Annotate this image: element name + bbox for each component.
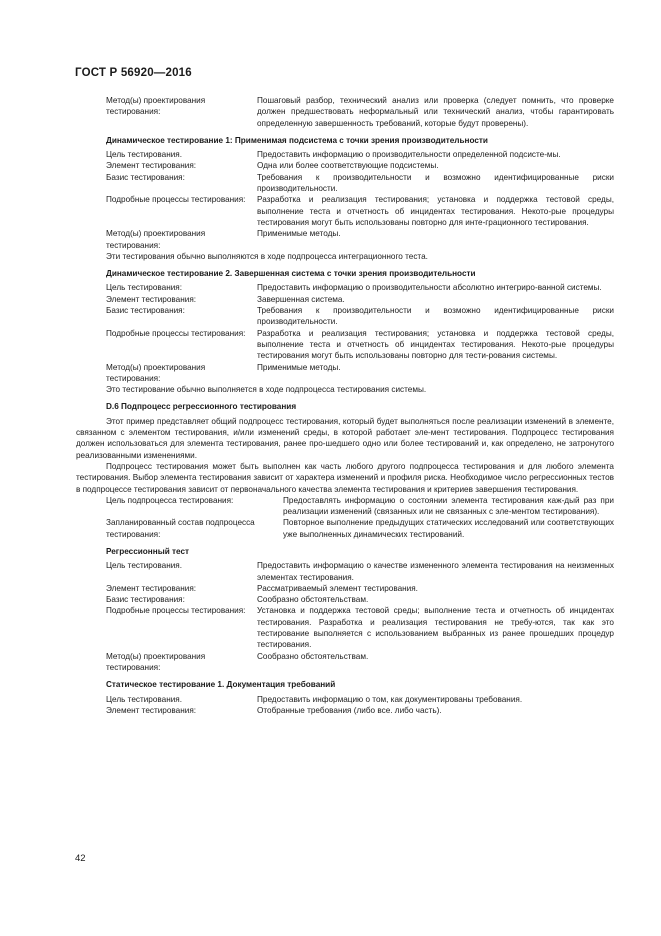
clause-heading: D.6 Подпроцесс регрессионного тестирования xyxy=(106,402,297,412)
section-heading: Регрессионный тест xyxy=(106,546,190,556)
field-row xyxy=(106,328,614,362)
field-row xyxy=(106,294,614,305)
field-row xyxy=(106,228,614,251)
field-value: Пошаговый разбор, технический анализ или проверка (следует помнить, что проверке должен предшествовать неформальный или технический анализ, чтобы гарантировать определенную завершенность требований, которые будут проверены). xyxy=(257,96,614,128)
field-value: Применимые методы. xyxy=(257,229,341,239)
field-value: Повторное выполнение предыдущих статических исследований или соответствующих уже выполненных динамических тестирований. xyxy=(283,518,614,539)
field-value: Предоставить информацию о качестве измененного элемента тестирования на неизменных элементах тестирования. xyxy=(257,561,614,582)
field-label: Цель тестирования: xyxy=(106,283,183,293)
field-row xyxy=(106,517,614,540)
field-value: Требования к производительности и возможно идентифицированные риски производительности. xyxy=(257,172,614,194)
standard-header: ГОСТ Р 56920—2016 xyxy=(75,67,192,79)
field-row xyxy=(106,583,614,594)
field-value: Предоставить информацию о производительности абсолютно интегриро-ванной системы. xyxy=(257,283,602,293)
section-heading: Динамическое тестирование 1: Применимая подсистема с точки зрения производительности xyxy=(106,135,488,145)
field-label: Элемент тестирования: xyxy=(106,294,197,304)
field-label: Метод(ы) проектирования тестирования: xyxy=(106,96,206,117)
field-value: Предоставлять информацию о состоянии элемента тестирования каж-дый раз при реализации изменений (связанных или не связанных с эле-ментом тестирования). xyxy=(283,495,614,517)
field-value: Предоставить информацию о том, как документированы требования. xyxy=(257,694,523,704)
body-paragraph: Подпроцесс тестирования может быть выполнен как часть любого другого подпроцесса тестирования и для любого элемента тестирования. Выбор элемента тестирования зависит от характера изменений и профиля риска. Необходимое число регрессионных тестов в подпроцессе тестирования зависит от первоначального качества элемента тестирования и критериев завершения тестирования. xyxy=(76,461,614,494)
field-value: Применимые методы. xyxy=(257,362,341,372)
field-label: Элемент тестирования: xyxy=(106,583,197,593)
field-label: Цель тестирования. xyxy=(106,694,183,704)
body-paragraph: Этот пример представляет общий подпроцесс тестирования, который будет выполняться после реализации изменений в элементе, связанном с элементом тестирования, и/или изменений среды, в которой работает эле-мент тестирования. Подпроцесс тестирования должен использоваться для элемента тестирования, ранее про-шедшего одно или более тестирований и, как определено, не затронутого реализованными изменениями. xyxy=(76,416,614,460)
field-label: Цель тестирования. xyxy=(106,150,183,160)
field-label: Цель тестирования. xyxy=(106,561,183,571)
field-label: Базис тестирования: xyxy=(106,172,185,182)
field-label: Элемент тестирования: xyxy=(106,161,197,171)
field-row xyxy=(106,594,614,605)
field-row xyxy=(106,160,614,171)
field-row xyxy=(106,149,614,160)
section-heading: Статическое тестирование 1. Документация требований xyxy=(106,680,336,690)
field-row xyxy=(106,282,614,293)
field-row xyxy=(106,705,614,716)
field-label: Элемент тестирования: xyxy=(106,705,197,715)
field-label: Подробные процессы тестирования: xyxy=(106,328,246,338)
field-label: Цель подпроцесса тестирования: xyxy=(106,495,234,505)
field-value: Одна или более соответствующие подсистемы. xyxy=(257,161,439,171)
field-row xyxy=(106,495,614,518)
field-label: Базис тестирования: xyxy=(106,306,185,316)
section-heading: Динамическое тестирование 2. Завершенная система с точки зрения производительности xyxy=(106,269,476,279)
section-note: Это тестирование обычно выполняется в ходе подпроцесса тестирования системы. xyxy=(106,385,427,395)
field-label: Подробные процессы тестирования: xyxy=(106,606,246,616)
section-note: Эти тестирования обычно выполняются в ходе подпроцесса интеграционного теста. xyxy=(106,251,428,261)
field-label: Запланированный состав подпроцесса тестирования: xyxy=(106,518,255,539)
field-row xyxy=(106,560,614,583)
field-value: Завершенная система. xyxy=(257,294,345,304)
page-number: 42 xyxy=(75,853,86,864)
field-row xyxy=(106,194,614,228)
field-row xyxy=(106,651,614,674)
field-label: Метод(ы) проектирования тестирования: xyxy=(106,229,206,250)
page-content xyxy=(76,95,614,716)
field-value: Предоставить информацию о производительности определенной подсисте-мы. xyxy=(257,150,561,160)
field-row xyxy=(106,694,614,705)
field-label: Метод(ы) проектирования тестирования: xyxy=(106,651,206,672)
field-value: Разработка и реализация тестирования; установка и поддержка тестовой среды, выполнение теста и отчетность об инцидентах тестирования. Некото-рые процедуры тестирования могут быть использованы повторно для инте-грационного тестирования. xyxy=(257,195,614,227)
field-row xyxy=(106,362,614,385)
field-row xyxy=(106,605,614,650)
field-row xyxy=(106,95,614,129)
field-label: Метод(ы) проектирования тестирования: xyxy=(106,362,206,383)
field-value: Отобранные требования (либо все. либо часть). xyxy=(257,705,442,715)
field-value: Установка и поддержка тестовой среды; выполнение теста и отчетность об инцидентах тестирования. Разработка и реализация тестирования не требу-ются, так как это тестирование выполняется с использованием выбранных из ранее прошедших процедур тестирования. xyxy=(257,606,614,650)
field-label: Подробные процессы тестирования: xyxy=(106,195,246,205)
field-label: Базис тестирования: xyxy=(106,595,185,605)
field-value: Сообразно обстоятельствам. xyxy=(257,651,369,661)
field-value: Требования к производительности и возможно идентифицированные риски производительности. xyxy=(257,306,614,327)
field-row xyxy=(106,305,614,328)
field-value: Разработка и реализация тестирования; установка и поддержка тестовой среды, выполнение теста и отчетность об инцидентах тестирования. Некото-рые процедуры тестирования могут быть использованы повторно для тести-рования системы. xyxy=(257,328,614,361)
field-row xyxy=(106,172,614,195)
field-value: Сообразно обстоятельствам. xyxy=(257,595,369,605)
field-value: Рассматриваемый элемент тестирования. xyxy=(257,583,418,593)
